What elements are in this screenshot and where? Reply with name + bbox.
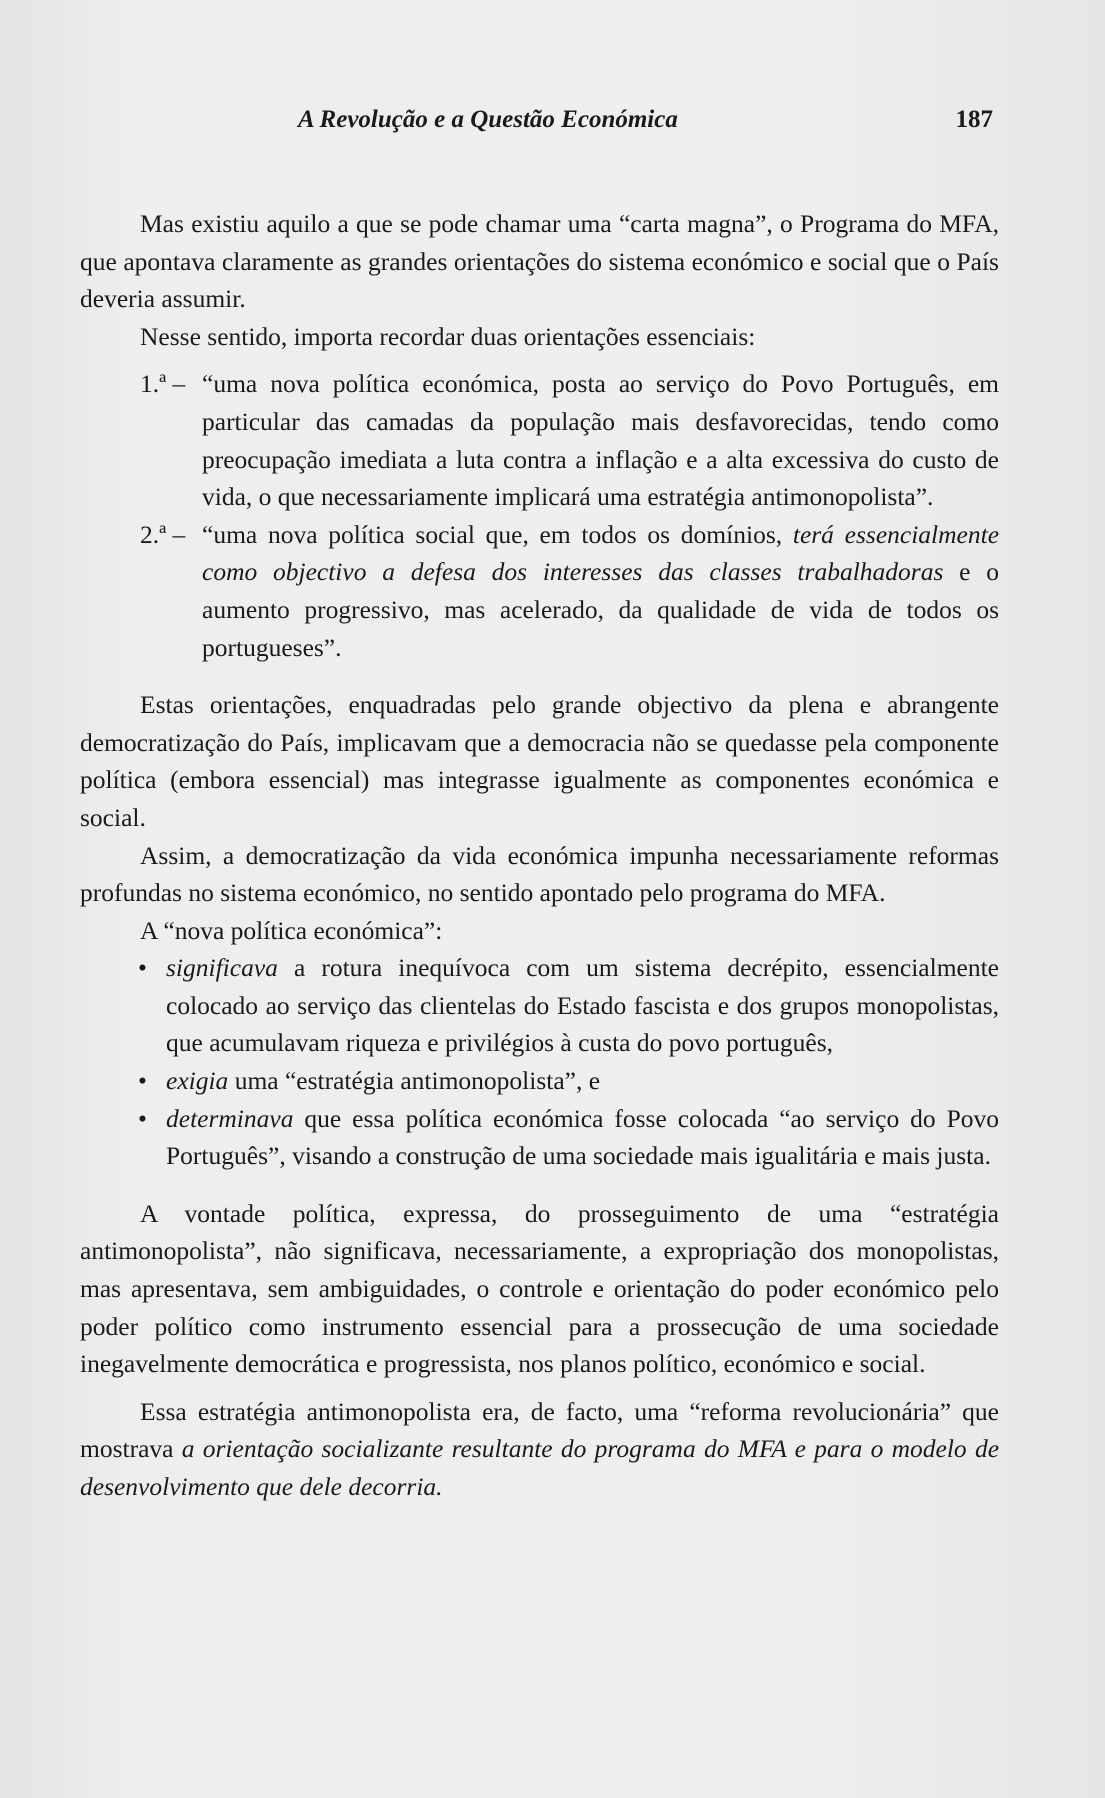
bullet-mark: • (138, 1066, 147, 1096)
page-body (80, 205, 999, 1506)
list-item-2-text-c: e o aumento progressivo, mas acelerado, da qualidade de vida de todos os portugueses”. (202, 557, 999, 662)
bullet-text (166, 949, 999, 1062)
bullet-item (138, 1100, 999, 1175)
list-item-2-text-a: “uma nova política social que, em todos os domínios, (202, 519, 783, 549)
bullet-text (166, 1062, 999, 1100)
bullet-mark: • (138, 1103, 147, 1133)
paragraph-nova-politica: A “nova política económica”: (140, 915, 443, 945)
bullet-text (166, 1100, 999, 1175)
paragraph-reforma-text-a: Essa estratégia antimonopolista era, de facto, uma “reforma revolucionária” que mostrava (80, 1396, 999, 1464)
paragraph-reforma-revolucionaria (80, 1393, 999, 1506)
running-head (298, 106, 993, 134)
bullet-item (138, 1062, 999, 1100)
bullet-item (138, 949, 999, 1062)
paragraph-reformas: Assim, a democratização da vida económica impunha necessariamente reformas profundas no sistema económico, no sentido apontado pelo programa do MFA. (80, 840, 999, 908)
list-item-1 (140, 365, 999, 515)
list-item-2-emphasis: terá essencialmente como objectivo a defesa dos interesses das classes trabalhadoras (202, 519, 1000, 587)
bullet-verb: determinava (166, 1103, 294, 1133)
bullet-verb: exigia (166, 1066, 229, 1096)
bullet-verb: significava (166, 953, 278, 983)
list-item-2 (140, 516, 999, 666)
paragraph-vontade-politica: A vontade política, expressa, do prosseguimento de uma “estratégia antimonopolista”, não significava, necessariamente, a expropriação dos monopolistas, mas apresentava, sem ambiguidades, o controle e orientação do poder económico pelo poder político como instrumento essencial para a prossecução de uma sociedade inegavelmente democrática e progressista, nos planos político, económico e social. (80, 1198, 999, 1379)
paragraph-carta-magna: Mas existiu aquilo a que se pode chamar uma “carta magna”, o Programa do MFA, que apontava claramente as grandes orientações do sistema económico e social que o País deveria assumir. (80, 209, 999, 314)
bullet-rest: a rotura inequívoca com um sistema decrépito, essencialmente colocado ao serviço das clientelas do Estado fascista e dos grupos monopolistas, que acumulavam riqueza e privilégios à custa do povo português, (166, 953, 999, 1058)
page-number: 187 (955, 106, 993, 133)
paragraph-democratizacao: Estas orientações, enquadradas pelo grande objectivo da plena e abrangente democratização do País, implicavam que a democracia não se quedasse pela componente política (embora essencial) mas integrasse igualmente as componentes económica e social. (80, 690, 999, 832)
paragraph-orientacoes: Nesse sentido, importa recordar duas orientações essenciais: (140, 321, 756, 351)
list-item-2-label: 2.ª – (140, 519, 186, 549)
list-item-2-text (202, 516, 999, 666)
list-item-1-label: 1.ª – (140, 369, 186, 399)
bullet-rest: que essa política económica fosse colocada “ao serviço do Povo Português”, visando a construção de uma sociedade mais igualitária e mais justa. (166, 1103, 999, 1171)
running-title: A Revolução e a Questão Económica (298, 106, 678, 133)
list-item-1-text: “uma nova política económica, posta ao serviço do Povo Português, em particular das camadas da população mais desfavorecidas, tendo como preocupação imediata a luta contra a inflação e a alta excessiva do custo de vida, o que necessariamente implicará uma estratégia antimonopolista”. (202, 369, 999, 512)
bullet-rest: uma “estratégia antimonopolista”, e (228, 1066, 601, 1096)
paragraph-reforma-emphasis: a orientação socializante resultante do programa do MFA e para o modelo de desenvolvimento que dele decorria. (80, 1434, 1000, 1501)
bullet-mark: • (138, 953, 147, 983)
